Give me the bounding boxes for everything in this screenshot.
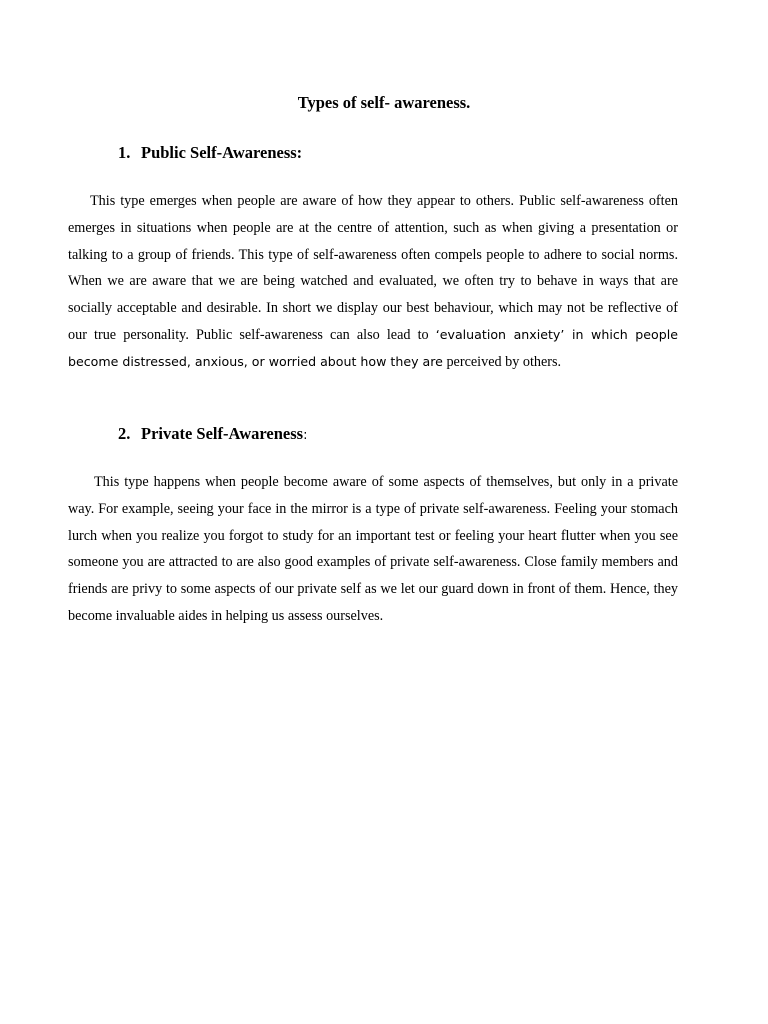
section-heading-public — [118, 143, 302, 163]
paragraph-public-self-awareness — [68, 188, 678, 376]
document-title: Types of self- awareness. — [297, 93, 471, 112]
section-heading-suffix: : — [303, 428, 308, 443]
section-heading-text: Public Self-Awareness: — [141, 143, 303, 162]
paragraph-private-self-awareness: This type happens when people become aware of some aspects of themselves, but only in a private way. For example, seeing your face in the mirror is a type of private self-awareness. Feeling your stomach lurch when you realize you forgot to study for an important test or feeling your heart flutter when you see someone you are attracted to are also good examples of private self-awareness. Close family members and friends are privy to some aspects of our private self as we let our guard down in front of them. Hence, they become invaluable aides in helping us assess ourselves. — [68, 474, 678, 624]
section-number: 1. — [118, 143, 131, 162]
paragraph-text: This type emerges when people are aware of how they appear to others. Public self-awareness often emerges in situations when people are at the centre of attention, such as when giving a presentation or talking to a group of friends. This type of self-awareness often compels people to adhere to social norms. When we are aware that we are being watched and evaluated, we often try to behave in ways that are socially acceptable and desirable. In short we display our best behaviour, which may not be reflective of our true personality. Public self-awareness can also lead to — [68, 193, 678, 343]
paragraph-text: perceived by others. — [442, 353, 562, 370]
section-heading-private — [118, 424, 307, 444]
section-number: 2. — [118, 424, 131, 443]
section-heading-text: Private Self-Awareness — [141, 424, 304, 443]
paragraph-text-alt-font: ‘evaluation anxiety’ in which people become distressed, anxious, or worried about how they are — [68, 326, 678, 369]
